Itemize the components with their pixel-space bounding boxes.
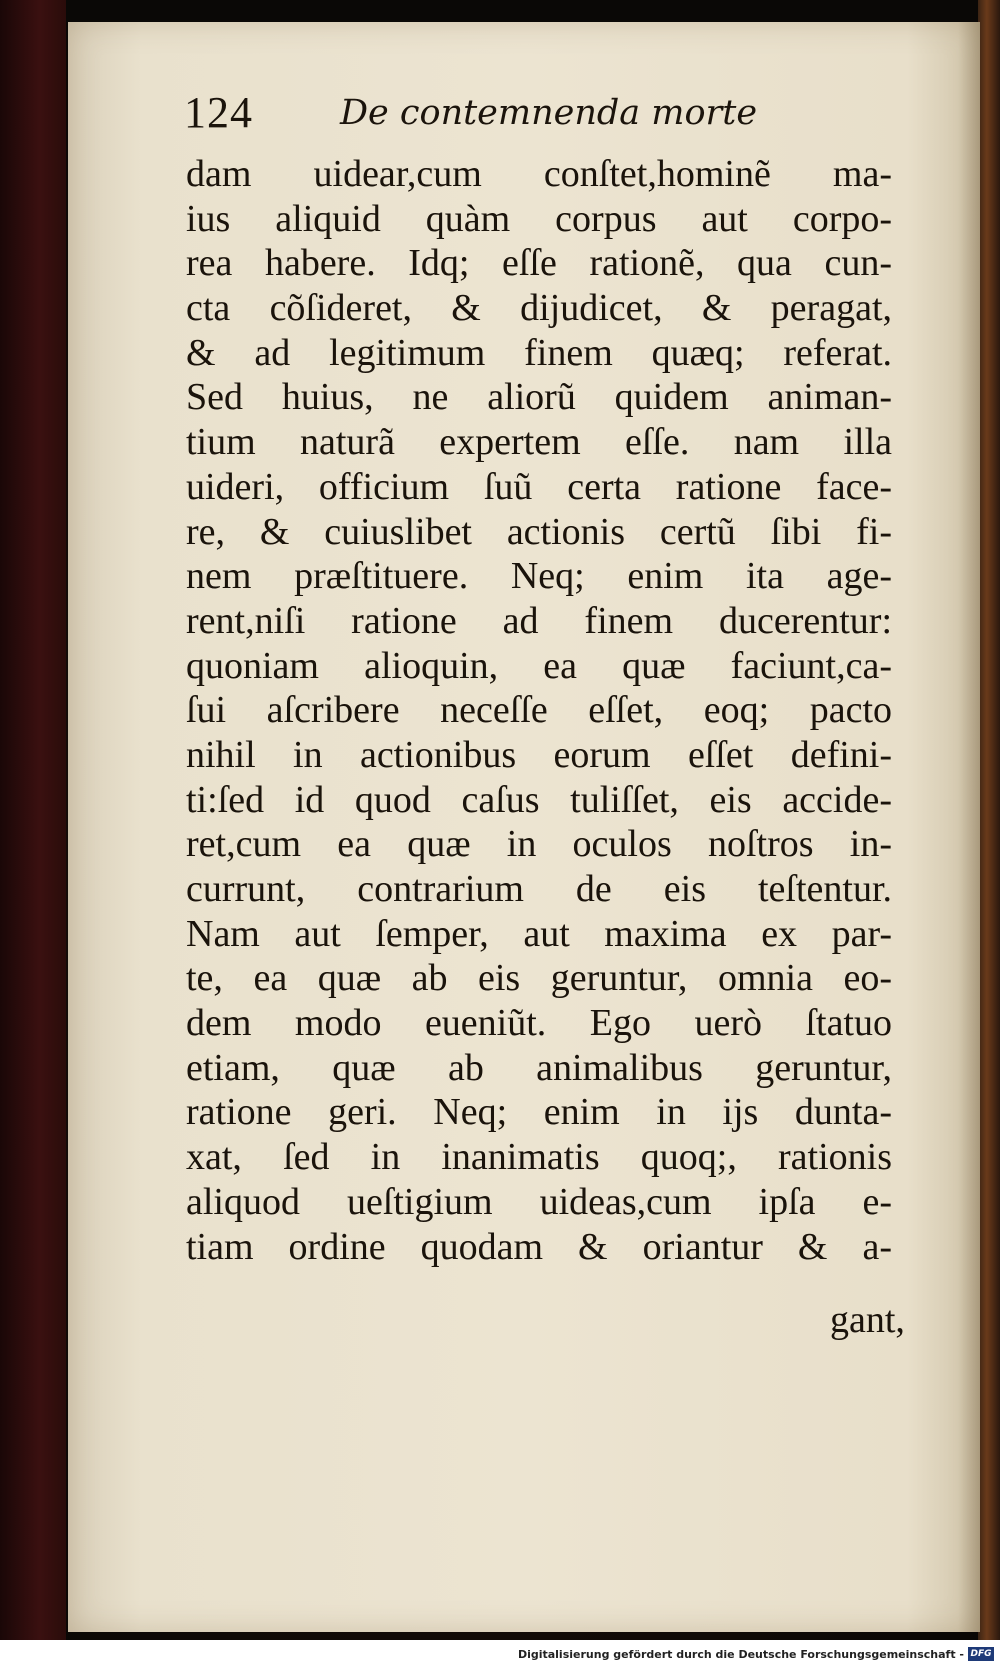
text-line: quoniam alioquin, ea quæ faciunt,ca- (186, 644, 892, 687)
text-line: dam uidear,cum conſtet,hominẽ ma- (186, 153, 892, 195)
dfg-logo: DFG (968, 1647, 994, 1661)
text-line: & ad legitimum finem quæq; referat. (186, 331, 892, 374)
text-line: nihil in actionibus eorum eſſet defini- (186, 733, 892, 776)
text-line: tium naturã expertem eſſe. nam illa (186, 421, 892, 464)
text-line: te, ea quæ ab eis geruntur, omnia eo- (186, 957, 892, 1000)
page-shadow (958, 22, 980, 1632)
text-line: uideri, officium ſuũ certa ratione face- (186, 465, 892, 508)
text-line: ſui aſcribere neceſſe eſſet, eoq; pacto (186, 689, 892, 732)
funding-note: Digitalisierung gefördert durch die Deutsche Forschungsgemeinschaft - (517, 1648, 964, 1661)
digitization-footer (0, 1640, 1000, 1673)
text-line: rent,niſi ratione ad finem ducerentur: (186, 599, 892, 642)
text-line: ratione geri. Neq; enim in ijs dunta- (186, 1091, 892, 1134)
text-line: re, & cuiuslibet actionis certũ ſibi fi- (186, 510, 892, 553)
text-line: currunt, contrarium de eis teſtentur. (186, 868, 892, 910)
text-line: tiam ordine quodam & oriantur & a- (186, 1225, 892, 1268)
text-line: Nam aut ſemper, aut maxima ex par- (186, 912, 892, 955)
text-line: cta cõſideret, & dijudicet, & peragat, (186, 287, 892, 330)
text-line: Sed huius, ne aliorũ quidem animan- (186, 376, 892, 419)
page-fore-edge (978, 0, 1000, 1640)
text-line: xat, ſed in inanimatis quoq;, rationis (186, 1136, 892, 1179)
page-number: 124 (184, 88, 253, 137)
running-head (184, 82, 764, 144)
text-line: ius aliquid quàm corpus aut corpo- (186, 197, 892, 240)
scan-border-top (0, 0, 1000, 22)
book-binding (0, 0, 66, 1640)
running-title: De contemnenda morte (340, 93, 758, 133)
text-line: etiam, quæ ab animalibus geruntur, (186, 1046, 892, 1089)
text-line: aliquod ueſtigium uideas,cum ipſa e- (186, 1180, 892, 1223)
text-line: nem præſtituere. Neq; enim ita age- (186, 555, 892, 598)
text-line: rea habere. Idq; eſſe rationẽ, qua cun- (186, 242, 892, 285)
text-line: ret,cum ea quæ in oculos noſtros in- (186, 823, 892, 866)
body-text (186, 152, 892, 1269)
text-line: ti:ſed id quod caſus tuliſſet, eis accide- (186, 778, 892, 821)
catchword: gant, (830, 1299, 905, 1341)
text-line: dem modo eueniũt. Ego uerò ſtatuo (186, 1002, 892, 1045)
